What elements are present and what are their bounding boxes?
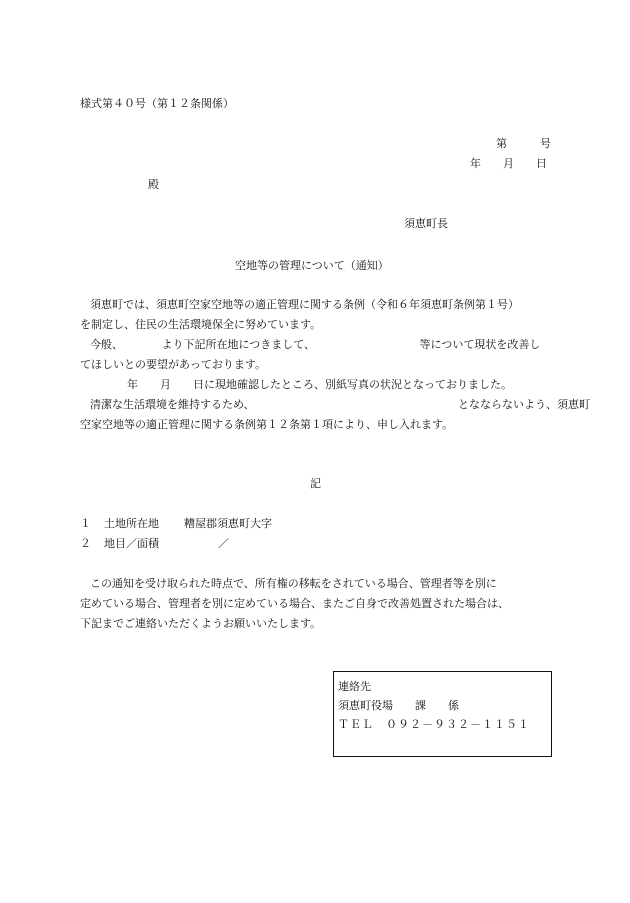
item-value: 糟屋郡須恵町大字 [184, 517, 272, 530]
body-para1-line2: を制定し、住民の生活環境保全に努めています。 [80, 318, 322, 331]
sender-name: 須恵町長 [404, 217, 448, 230]
body-para4-line1: 清潔な生活環境を維持するため、 となならないよう、須恵町 [90, 398, 591, 411]
document-title: 空地等の管理について（通知） [235, 259, 389, 272]
item-number: ２ [80, 537, 91, 550]
body-para2-line2: てほしいとの要望があっております。 [80, 358, 267, 371]
item-label: 地目／面積 [104, 537, 159, 550]
contact-tel: ＴＥＬ ０９２－９３２－１１５１ [338, 718, 530, 731]
body-para1-line1: 須恵町では、須恵町空家空地等の適正管理に関する条例（令和６年須恵町条例第１号） [90, 298, 519, 311]
document-date: 年 月 日 [470, 157, 547, 170]
contact-heading: 連絡先 [338, 680, 371, 693]
contact-office: 須恵町役場 課 係 [338, 699, 459, 712]
form-label: 様式第４０号（第１２条関係） [80, 97, 234, 110]
notice-line3: 下記までご連絡いただくようお願いいたします。 [80, 617, 322, 630]
body-para4-line2: 空家空地等の適正管理に関する条例第１２条第１項により、申し入れます。 [80, 418, 454, 431]
addressee-suffix: 殿 [148, 178, 159, 191]
item-number: １ [80, 517, 91, 530]
contact-box [333, 671, 552, 757]
item-label: 土地所在地 [104, 517, 159, 530]
body-para2-line1: 今般、 より下記所在地につきまして、 等について現状を改善し [90, 338, 541, 351]
document-number: 第 号 [496, 137, 551, 150]
notice-line2: 定めている場合、管理者を別に定めている場合、またご自身で改善処置された場合は、 [80, 597, 509, 610]
body-para3-line1: 年 月 日に現地確認したところ、別紙写真の状況となっておりました。 [127, 378, 512, 391]
item-value: ／ [218, 537, 229, 550]
notice-line1: この通知を受け取られた時点で、所有権の移転をされている場合、管理者等を別に [90, 577, 497, 590]
ki-heading: 記 [310, 477, 321, 490]
